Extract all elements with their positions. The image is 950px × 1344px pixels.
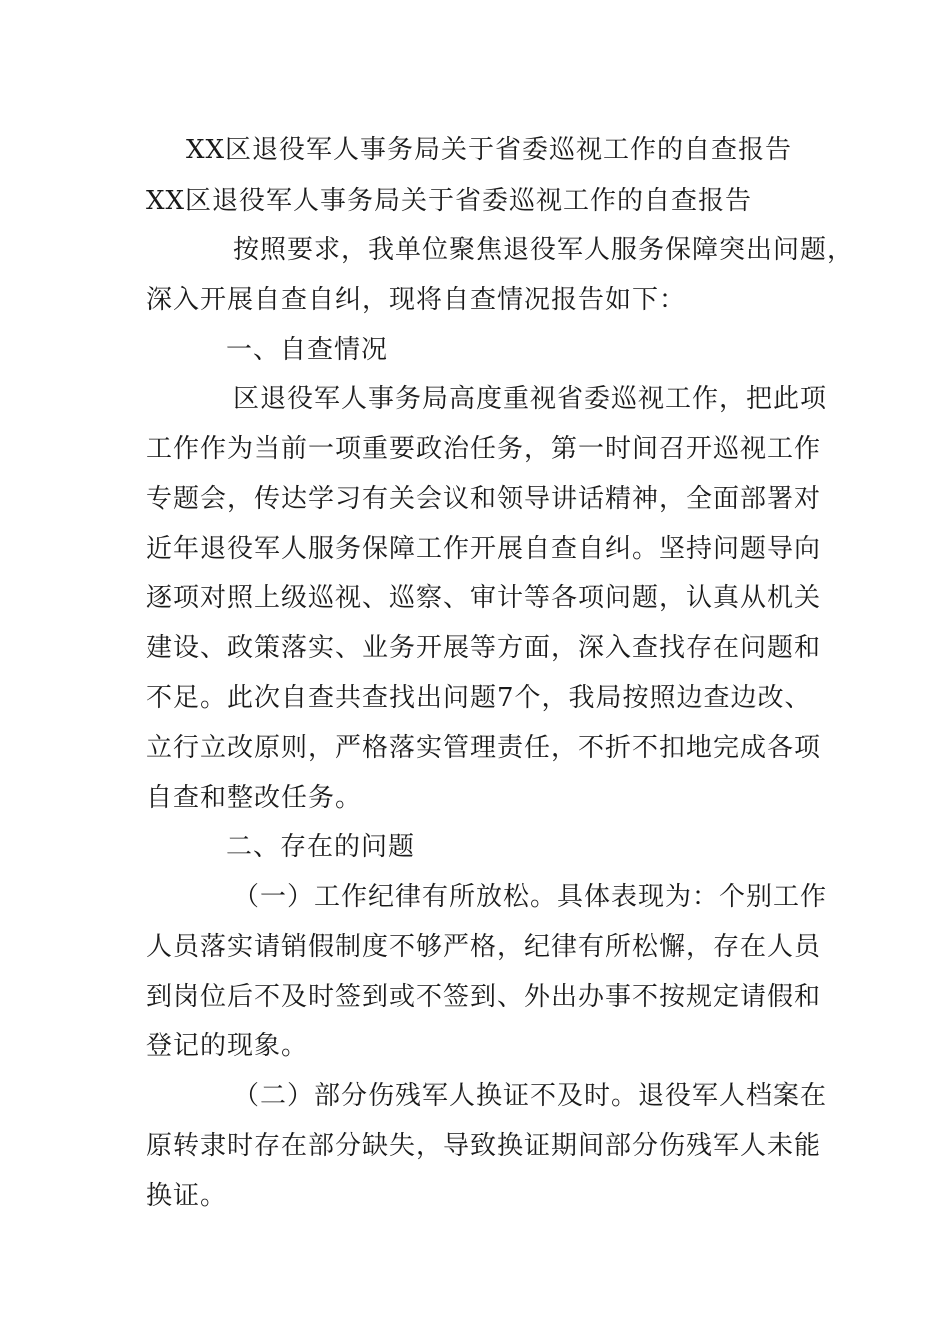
paragraph-line: 人员落实请销假制度不够严格，纪律有所松懈，存在人员 xyxy=(146,932,822,962)
paragraph-line: 区退役军人事务局高度重视省委巡视工作，把此项 xyxy=(233,384,828,414)
section-heading: 一、自查情况 xyxy=(226,335,389,365)
paragraph-line: 立行立改原则，严格落实管理责任，不折不扣地完成各项 xyxy=(146,733,822,763)
paragraph-line: 近年退役军人服务保障工作开展自查自纠。坚持问题导向 xyxy=(146,534,822,564)
paragraph-line: （一）工作纪律有所放松。具体表现为：个别工作 xyxy=(233,882,828,912)
paragraph-line: 登记的现象。 xyxy=(146,1031,309,1061)
paragraph-line: 专题会，传达学习有关会议和领导讲话精神，全面部署对 xyxy=(146,484,822,514)
section-heading: 二、存在的问题 xyxy=(226,832,416,862)
paragraph-line: 按照要求，我单位聚焦退役军人服务保障突出问题， xyxy=(233,235,855,265)
paragraph-line: 到岗位后不及时签到或不签到、外出办事不按规定请假和 xyxy=(146,982,822,1012)
paragraph-line: 深入开展自查自纠，现将自查情况报告如下： xyxy=(146,285,687,315)
paragraph-line: 原转隶时存在部分缺失，导致换证期间部分伤残军人未能 xyxy=(146,1131,822,1161)
paragraph-line: 换证。 xyxy=(146,1181,228,1211)
document-title: XX区退役军人事务局关于省委巡视工作的自查报告 xyxy=(186,135,793,165)
paragraph-line: 不足。此次自查共查找出问题7个，我局按照边查边改、 xyxy=(146,683,812,713)
document-subtitle: XX区退役军人事务局关于省委巡视工作的自查报告 xyxy=(146,186,753,216)
paragraph-line: 自查和整改任务。 xyxy=(146,783,363,813)
paragraph-line: 工作作为当前一项重要政治任务，第一时间召开巡视工作 xyxy=(146,434,822,464)
paragraph-line: 逐项对照上级巡视、巡察、审计等各项问题，认真从机关 xyxy=(146,583,822,613)
paragraph-line: （二）部分伤残军人换证不及时。退役军人档案在 xyxy=(233,1081,828,1111)
paragraph-line: 建设、政策落实、业务开展等方面，深入查找存在问题和 xyxy=(146,633,822,663)
